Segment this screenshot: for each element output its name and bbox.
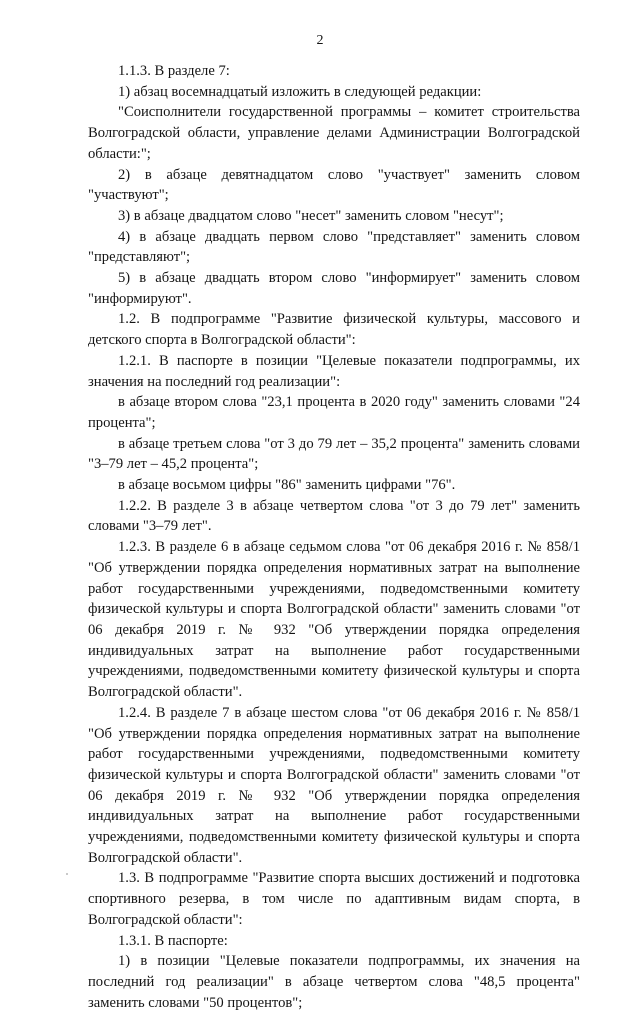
paragraph-1-1-3-heading: 1.1.3. В разделе 7: [118, 63, 230, 79]
paragraph-item-5: 5) в абзаце двадцать втором слово "информирует" заменить словом "информируют". [88, 270, 580, 307]
paragraph-quote-coexecutors: "Соисполнители государственной программы – комитет строительства Волгоградской области, управление делами Администрации Волгоградской области:"; [88, 104, 580, 162]
paragraph-abzac-8: в абзаце восьмом цифры "86" заменить цифрами "76". [118, 477, 456, 494]
paragraph-abzac-2: в абзаце втором слова "23,1 процента в 2020 году" заменить словами "24 процента"; [88, 394, 580, 431]
paragraph-1-2: 1.2. В подпрограмме "Развитие физической культуры, массового и детского спорта в Волгоградской области": [88, 311, 580, 349]
paragraph-1-3-1-item-1: 1) в позиции "Целевые показатели подпрограммы, их значения на последний год реализации" в абзаце четвертом слова "48,5 процента" заменить словами "50 процентов"; [88, 953, 580, 1011]
paragraph-1-2-3: 1.2.3. В разделе 6 в абзаце седьмом слова "от 06 декабря 2016 г. № 858/1 "Об утверждении порядка определения нормативных затрат на выполнение работ государственными учреждениями, подведомственными комитету физической культуры и спорта Волгоградской области" заменить словами "от 06 декабря 2019 г. № 932 "Об утверждении порядка определения индивидуальных затрат на выполнение работ государственными учреждениями, подведомственными комитету физической культуры и спорта Волгоградской области". [88, 539, 580, 701]
paragraph-item-2: 2) в абзаце девятнадцатом слово "участвует" заменить словом "участвуют"; [88, 166, 580, 204]
paragraph-1-3-1: 1.3.1. В паспорте: [118, 932, 228, 949]
paragraph-item-3: 3) в абзаце двадцатом слово "несет" заменить словом "несут"; [118, 207, 504, 224]
document-body [88, 61, 580, 1013]
paragraph-1-2-2: 1.2.2. В разделе 3 в абзаце четвертом слова "от 3 до 79 лет" заменить словами "3–79 лет". [88, 497, 580, 535]
paragraph-1-2-1: 1.2.1. В паспорте в позиции "Целевые показатели подпрограммы, их значения на последний год реализации": [88, 352, 580, 390]
scan-speck [66, 873, 68, 875]
paragraph-1-2-4: 1.2.4. В разделе 7 в абзаце шестом слова "от 06 декабря 2016 г. № 858/1 "Об утверждении порядка определения нормативных затрат на выполнение работ государственными учреждениями, подведомственными комитету физической культуры и спорта Волгоградской области" заменить словами "от 06 декабря 2019 г. № 932 "Об утверждении порядка определения индивидуальных затрат на выполнение работ государственными учреждениями, подведомственными комитету физической культуры и спорта Волгоградской области". [88, 704, 580, 866]
paragraph-1-3: 1.3. В подпрограмме "Развитие спорта высших достижений и подготовка спортивного резерва, в том числе по адаптивным видам спорта, в Волгоградской области": [88, 870, 580, 928]
paragraph-item-1: 1) абзац восемнадцатый изложить в следующей редакции: [118, 83, 482, 100]
paragraph-item-4: 4) в абзаце двадцать первом слово "представляет" заменить словом "представляют"; [88, 228, 580, 266]
paragraph-abzac-3: в абзаце третьем слова "от 3 до 79 лет – 35,2 процента" заменить словами "3–79 лет – 45,2 процента"; [88, 435, 580, 473]
page-number: 2 [316, 33, 324, 48]
